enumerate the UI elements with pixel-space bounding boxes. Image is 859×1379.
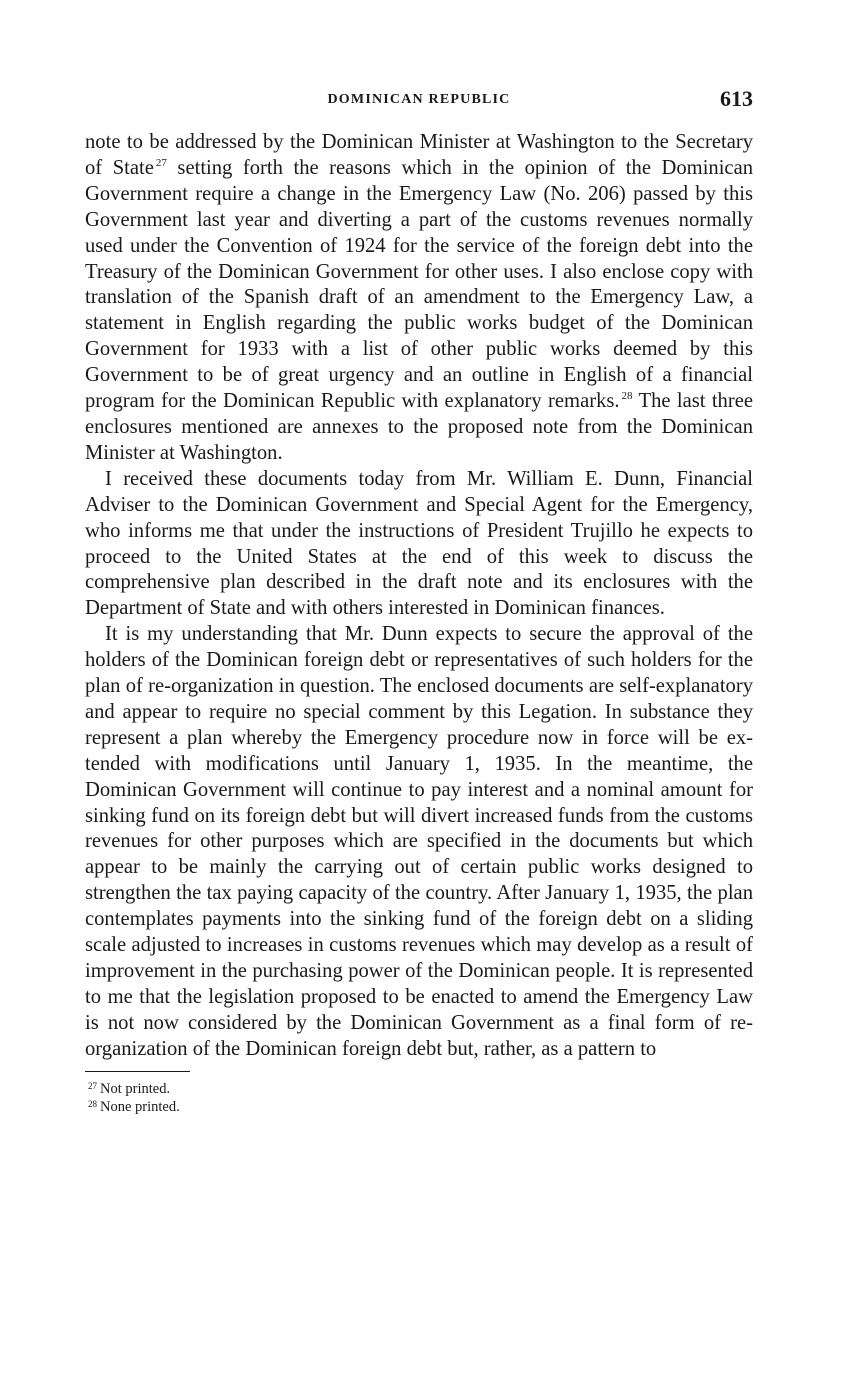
page-number: 613 — [720, 86, 753, 111]
running-title: DOMINICAN REPUBLIC — [327, 92, 511, 107]
footnote-ref-27: 27 — [155, 156, 167, 169]
footnote-mark: 27 — [88, 1080, 97, 1091]
footnote-27 — [88, 1080, 753, 1098]
paragraph-3: It is my understanding that Mr. Dunn expects to secure the approval of the holders of the Dominican foreign debt or representatives of such holders for the plan of re-organization in question. The enclosed documents are self-explanatory and appear to require no special comment by this Legation. In substance they represent a plan whereby the Emergency procedure now in force will be extended with modifications until January 1, 1935. In the meantime, the Dominican Government will continue to pay interest and a nominal amount for sinking fund on its foreign debt but will divert increased funds from the customs revenues for other purposes which are specified in the documents but which appear to be mainly the carrying out of certain public works designed to strengthen the tax paying capacity of the country. After January 1, 1935, the plan contemplates payments into the sinking fund of the foreign debt on a sliding scale adjusted to increases in customs revenues which may develop as a result of improvement in the purchasing power of the Dominican people. It is represented to me that the legislation proposed to be enacted to amend the Emergency Law is not now considered by the Dominican Government as a final form of re-organization of the Dominican foreign debt but, rather, as a pattern to — [85, 623, 753, 1060]
footnote-text: None printed. — [100, 1098, 180, 1115]
paragraph-1-part-b: setting forth the reasons which in the opinion of the Dominican Government require a change in the Emergency Law (No. 206) passed by this Government last year and diverting a part of the customs revenues normally used under the Convention of 1924 for the service of the foreign debt into the Treasury of the Dominican Government for other uses. I also enclose copy with translation of the Spanish draft of an amendment to the Emergency Law, a statement in English regarding the public works budget of the Dominican Government for 1933 with a list of other public works deemed by this Government to be of great urgency and an outline in English of a financial program for the Dominican Republic with explanatory remarks. — [85, 156, 754, 413]
footnote-mark: 28 — [88, 1098, 97, 1109]
paragraph-2: I received these documents today from Mr. William E. Dunn, Financial Adviser to the Dominican Government and Special Agent for the Emergency, who informs me that under the instructions of President Trujillo he expects to proceed to the United States at the end of this week to discuss the comprehensive plan described in the draft note and its enclosures with the Department of State and with others interested in Dominican finances. — [85, 467, 753, 620]
footnote-28 — [88, 1098, 753, 1116]
body-text — [85, 130, 753, 1063]
footnote-divider — [85, 1071, 190, 1072]
footnote-text: Not printed. — [100, 1080, 171, 1097]
footnote-ref-28: 28 — [621, 390, 633, 403]
running-header — [85, 86, 753, 120]
paragraph-1-part-c: The last three enclosures mentioned are annexes to the proposed note from the Dominican Minister at Washington. — [85, 390, 753, 464]
paragraph-1 — [85, 130, 753, 467]
footnotes — [85, 1080, 753, 1116]
document-page — [85, 86, 753, 1116]
paragraph-1-part-a: note to be addressed by the Dominican Minister at Washington to the Secretary of State — [85, 131, 753, 179]
